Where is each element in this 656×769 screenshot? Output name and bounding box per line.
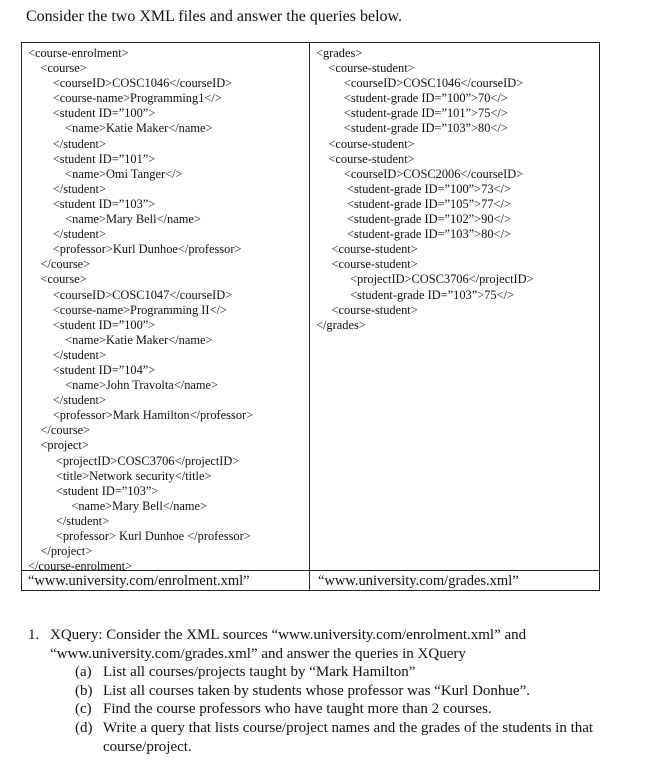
xml-line: <student ID=”103”>	[28, 483, 159, 498]
xml-line: <courseID>COSC1047</courseID>	[28, 287, 233, 302]
xml-line: <student-grade ID=”105”>77</>	[316, 196, 511, 211]
part-label: (c)	[75, 701, 92, 718]
xml-line: </course>	[28, 257, 91, 272]
xml-line: <course-enrolment>	[28, 46, 129, 60]
grades-xml-listing	[316, 46, 534, 333]
part-label: (a)	[75, 664, 92, 681]
part-text: Find the course professors who have taught more than 2 courses.	[103, 701, 492, 718]
question-part-c	[28, 700, 628, 719]
xml-line: </student>	[28, 513, 110, 528]
xml-line: <course-student>	[316, 257, 418, 272]
question-intro-line-2: “www.university.com/grades.xml” and answer the queries in XQuery	[50, 645, 466, 662]
column-divider	[309, 43, 310, 590]
xml-line: <course>	[28, 61, 87, 76]
enrolment-file-caption: “www.university.com/enrolment.xml”	[28, 573, 250, 589]
xml-line: <course-name>Programming1</>	[28, 91, 222, 106]
xml-line: <courseID>COSC1046</courseID>	[316, 76, 524, 91]
xml-line: <student-grade ID=”103”>80</>	[316, 227, 511, 242]
xml-line: <course>	[28, 272, 87, 287]
xml-line: </grades>	[316, 317, 366, 332]
xml-line: <student ID=”103”>	[28, 196, 156, 211]
question-1	[28, 626, 628, 663]
xml-line: <student ID=”100”>	[28, 106, 156, 121]
xml-line: <student-grade ID=”103”>75</>	[316, 287, 515, 302]
xml-line: <name>Mary Bell</name>	[28, 498, 208, 513]
xml-line: </course>	[28, 423, 91, 438]
part-text: Write a query that lists course/project names and the grades of the students in that course/project.	[103, 719, 594, 755]
xml-line: </student>	[28, 227, 106, 242]
page-title: Consider the two XML files and answer the queries below.	[26, 8, 403, 25]
xml-line: <course-student>	[316, 302, 418, 317]
xml-line: <name>Katie Maker</name>	[28, 332, 213, 347]
xml-line: <name>Katie Maker</name>	[28, 121, 213, 136]
xml-line: </student>	[28, 181, 106, 196]
xml-line: </course-enrolment>	[28, 559, 133, 574]
part-label: (d)	[75, 719, 93, 736]
xml-line: <professor>Mark Hamilton</professor>	[28, 408, 254, 423]
xml-line: <project>	[28, 438, 89, 453]
question-intro-line-1: XQuery: Consider the XML sources “www.university.com/enrolment.xml” and	[50, 627, 527, 643]
xml-line: <projectID>COSC3706</projectID>	[28, 453, 240, 468]
xml-line: <student ID=”100”>	[28, 317, 156, 332]
xml-line: <student-grade ID=”100”>70</>	[316, 91, 508, 106]
xml-line: </student>	[28, 393, 106, 408]
xml-line: </student>	[28, 347, 106, 362]
xml-line: <course-student>	[316, 151, 415, 166]
xml-line: <course-student>	[316, 61, 415, 76]
xml-line: <projectID>COSC3706</projectID>	[316, 272, 534, 287]
question-part-a	[28, 663, 628, 682]
xml-line: <course-student>	[316, 136, 415, 151]
xml-line: <student ID=”101”>	[28, 151, 156, 166]
xml-line: <professor> Kurl Dunhoe </professor>	[28, 529, 251, 543]
part-text: List all courses taken by students whose professor was “Kurl Donhue”.	[103, 682, 530, 699]
xml-line: <professor>Kurl Dunhoe</professor>	[28, 242, 242, 257]
question-part-d	[28, 719, 628, 756]
xml-line: <student-grade ID=”102”>90</>	[316, 212, 511, 227]
xml-line: <student-grade ID=”100”>73</>	[316, 181, 511, 196]
question-part-b	[28, 682, 628, 701]
xml-line: <name>Mary Bell</name>	[28, 212, 201, 227]
question-number: 1.	[28, 627, 40, 643]
xml-line: <grades>	[316, 46, 363, 60]
part-label: (b)	[75, 682, 93, 699]
xml-line: <course-student>	[316, 242, 418, 257]
xml-line: <student-grade ID=”101”>75</>	[316, 106, 508, 121]
xml-line: </student>	[28, 136, 106, 151]
xml-files-table	[21, 42, 600, 591]
enrolment-xml-listing	[28, 46, 253, 574]
grades-file-caption: “www.university.com/grades.xml”	[318, 573, 519, 589]
xml-line: <course-name>Programming II</>	[28, 302, 227, 317]
xml-line: <courseID>COSC2006</courseID>	[316, 166, 524, 181]
xml-line: </project>	[28, 544, 93, 559]
xml-line: <name>John Travolta</name>	[28, 378, 219, 393]
xml-line: <courseID>COSC1046</courseID>	[28, 76, 233, 91]
xml-line: <title>Network security</title>	[28, 468, 212, 483]
question-block	[28, 626, 628, 756]
part-text: List all courses/projects taught by “Mark Hamilton”	[103, 664, 416, 681]
xml-line: <student-grade ID=”103”>80</>	[316, 121, 508, 136]
xml-line: <student ID=”104”>	[28, 362, 156, 377]
xml-line: <name>Omi Tanger</>	[28, 166, 183, 181]
